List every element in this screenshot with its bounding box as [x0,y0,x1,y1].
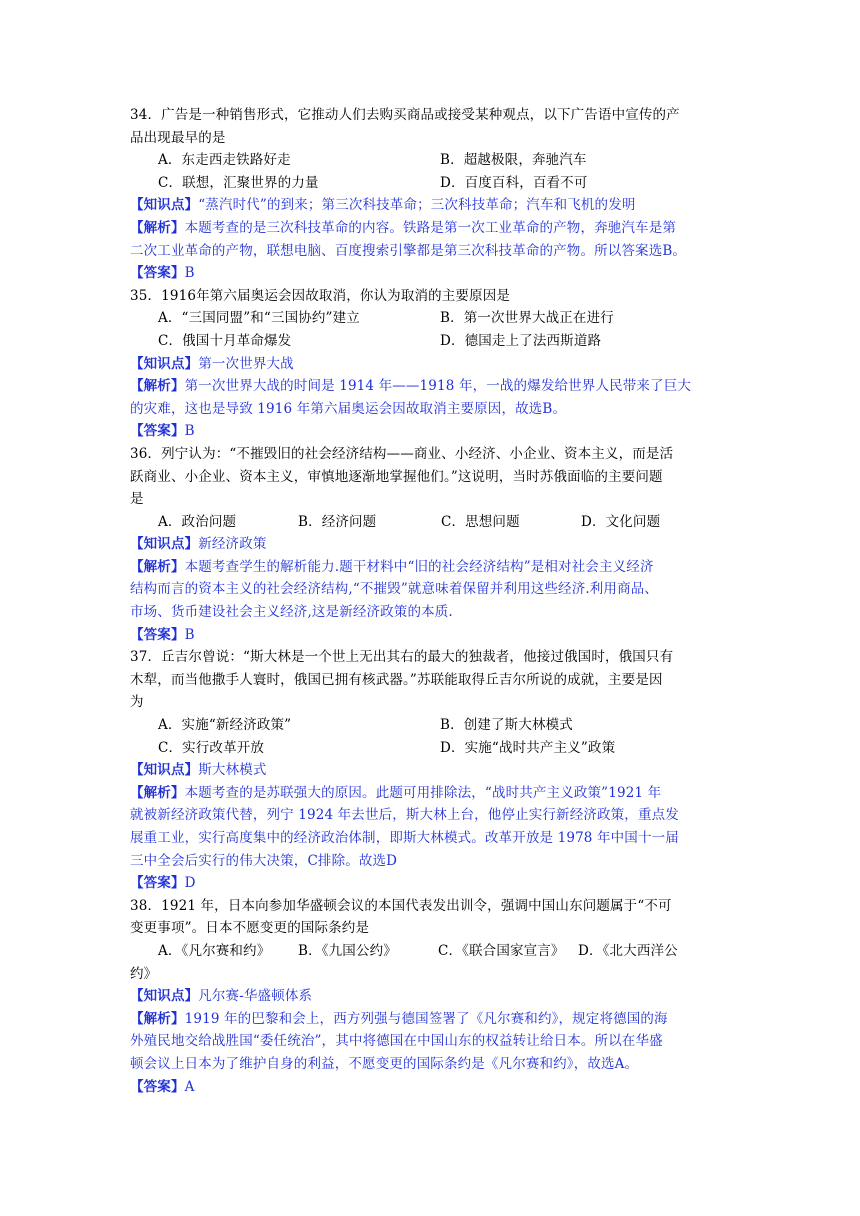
q38-option-b: B．《九国公约》 [298,942,397,959]
analysis-label: 【解析】 [130,219,185,236]
analysis-label: 【解析】 [130,378,185,395]
knowledge-point-label: 【知识点】 [130,536,199,553]
q38-analysis-line-3: 顿会议上日本为了维护自身的利益，不愿变更的国际条约是《凡尔赛和约》，故选A。 [130,1055,639,1072]
q36-option-c: C．思想问题 [441,513,520,530]
q37-analysis-line-1 [130,782,730,805]
q35-knowledge-point [130,353,730,376]
q37-analysis-line-4: 三中全会后实行的伟大决策，C排除。故选D [130,852,398,869]
q37-analysis-line-3: 展重工业，实行高度集中的经济政治体制，即斯大林模式。改革开放是 1978 年中国十一届 [130,830,679,846]
q34-options-ab [130,149,730,172]
knowledge-point-text: 新经济政策 [198,536,267,553]
q35-stem-line-1: 35．1916年第六届奥运会因故取消，你认为取消的主要原因是 [130,287,511,304]
answer-label: 【答案】 [130,423,185,440]
knowledge-point-text: 第一次世界大战 [198,355,294,372]
q35-option-b: B．第一次世界大战正在进行 [440,310,614,327]
answer-label: 【答案】 [130,875,185,892]
analysis-label: 【解析】 [130,558,185,575]
q37-answer [130,872,730,895]
q37-options-cd [130,737,730,760]
knowledge-point-label: 【知识点】 [130,988,199,1005]
q36-options [130,511,730,534]
q34-stem-line-1: 34．广告是一种销售形式，它推动人们去购买商品或接受某种观点，以下广告语中宣传的产 [130,107,680,123]
q36-analysis-line-3: 市场、货币建设社会主义经济,这是新经济政策的本质. [130,604,453,621]
q36-stem-line-3: 是 [130,491,144,508]
q38-stem-line-1: 38．1921 年，日本向参加华盛顿会议的本国代表发出训令，强调中国山东问题属于“不可 [130,897,672,914]
answer-value: A [184,1078,195,1095]
q36-option-a: A．政治问题 [158,513,237,530]
knowledge-point-text: 斯大林模式 [198,762,267,779]
answer-value: D [184,875,196,892]
q34-knowledge-point [130,194,730,217]
q35-answer [130,420,730,443]
q35-options-cd [130,330,730,353]
knowledge-point-label: 【知识点】 [130,197,199,214]
q37-knowledge-point [130,759,730,782]
answer-label: 【答案】 [130,265,185,282]
analysis-text: 本题考查学生的解析能力.题干材料中“旧的社会经济结构”是相对社会主义经济 [184,558,654,575]
q34-analysis-line-2: 二次工业革命的产物，联想电脑、百度搜索引擎都是第三次科技革命的产物。所以答案选B。 [130,242,687,259]
knowledge-point-label: 【知识点】 [130,762,199,779]
q35-option-c: C．俄国十月革命爆发 [158,332,292,349]
q38-analysis-line-1 [130,1008,730,1031]
q35-analysis-line-1 [130,375,730,398]
q38-analysis-line-2: 外殖民地交给战胜国“委任统治”，其中将德国在中国山东的权益转让给日本。所以在华盛 [130,1033,663,1050]
q38-option-d-wrap: 约》 [130,965,158,982]
q38-option-c: C．《联合国家宣言》 [438,942,565,959]
q36-option-b: B．经济问题 [298,513,377,530]
q34-options-cd [130,172,730,195]
q34-stem-line-2: 品出现最早的是 [130,129,226,146]
q37-stem-line-1: 37．丘吉尔曾说：“斯大林是一个世上无出其右的最大的独裁者，他接过俄国时，俄国只有 [130,649,674,666]
analysis-text: 本题考查的是苏联强大的原因。此题可用排除法，“战时共产主义政策”1921 年 [184,784,662,801]
analysis-text: 1919 年的巴黎和会上，西方列强与德国签署了《凡尔赛和约》，规定将德国的海 [184,1010,668,1027]
q37-option-a: A．实施“新经济政策” [158,717,292,734]
answer-label: 【答案】 [130,626,185,643]
q35-options-ab [130,307,730,330]
q37-stem-line-2: 木犁，而当他撒手人寰时，俄国已拥有核武器。”苏联能取得丘吉尔所说的成就，主要是因 [130,671,663,688]
q38-stem-line-2: 变更事项”。日本不愿变更的国际条约是 [130,920,370,937]
q37-analysis-line-2: 就被新经济政策代替，列宁 1924 年去世后，斯大林上台，他停止实行新经济政策，重点发 [130,807,679,824]
q34-analysis-line-1 [130,217,730,240]
answer-label: 【答案】 [130,1078,185,1095]
analysis-label: 【解析】 [130,1010,185,1027]
knowledge-point-label: 【知识点】 [130,355,199,372]
q34-option-d: D．百度百科，百看不可 [440,174,588,191]
analysis-text: 本题考查的是三次科技革命的内容。铁路是第一次工业革命的产物，奔驰汽车是第 [184,219,677,236]
answer-value: B [184,423,195,440]
knowledge-point-text: 凡尔赛-华盛顿体系 [198,988,313,1005]
q37-options-ab [130,714,730,737]
q36-stem-line-2: 跃商业、小企业、资本主义，审慎地逐渐地掌握他们。”这说明，当时苏俄面临的主要问题 [130,468,663,485]
q37-stem-line-3: 为 [130,694,144,711]
q38-option-a: A．《凡尔赛和约》 [158,942,271,959]
q34-option-a: A．东走西走铁路好走 [158,152,291,169]
q34-option-b: B．超越极限，奔驰汽车 [440,152,587,169]
q37-option-c: C．实行改革开放 [158,739,265,756]
q35-option-a: A．“三国同盟”和“三国协约”建立 [158,310,360,327]
q36-knowledge-point [130,533,730,556]
q36-analysis-line-1 [130,556,730,579]
q34-option-c: C．联想，汇聚世界的力量 [158,174,319,191]
q37-option-d: D．实施“战时共产主义”政策 [440,739,616,756]
knowledge-point-text: “蒸汽时代”的到来；第三次科技革命；三次科技革命；汽车和飞机的发明 [198,197,636,214]
document-page [130,104,730,1098]
q35-analysis-line-2: 的灾难，这也是导致 1916 年第六届奥运会因故取消主要原因，故选B。 [130,400,567,417]
q36-stem-line-1: 36．列宁认为：“不摧毁旧的社会经济结构——商业、小经济、小企业、资本主义，而是活 [130,445,674,462]
analysis-label: 【解析】 [130,784,185,801]
q36-answer [130,624,730,647]
answer-value: B [184,265,195,282]
q36-analysis-line-2: 结构而言的资本主义的社会经济结构,“不摧毁”就意味着保留并利用这些经济.利用商品、 [130,581,659,598]
q38-knowledge-point [130,985,730,1008]
q38-options [130,940,730,963]
q35-option-d: D．德国走上了法西斯道路 [440,332,602,349]
q38-answer [130,1076,730,1099]
q34-answer [130,262,730,285]
q36-option-d: D．文化问题 [581,513,661,530]
q37-option-b: B．创建了斯大林模式 [440,717,573,734]
answer-value: B [184,626,195,643]
q38-option-d: D．《北大西洋公 [578,942,678,959]
analysis-text: 第一次世界大战的时间是 1914 年——1918 年，一战的爆发给世界人民带来了巨大 [184,378,691,395]
